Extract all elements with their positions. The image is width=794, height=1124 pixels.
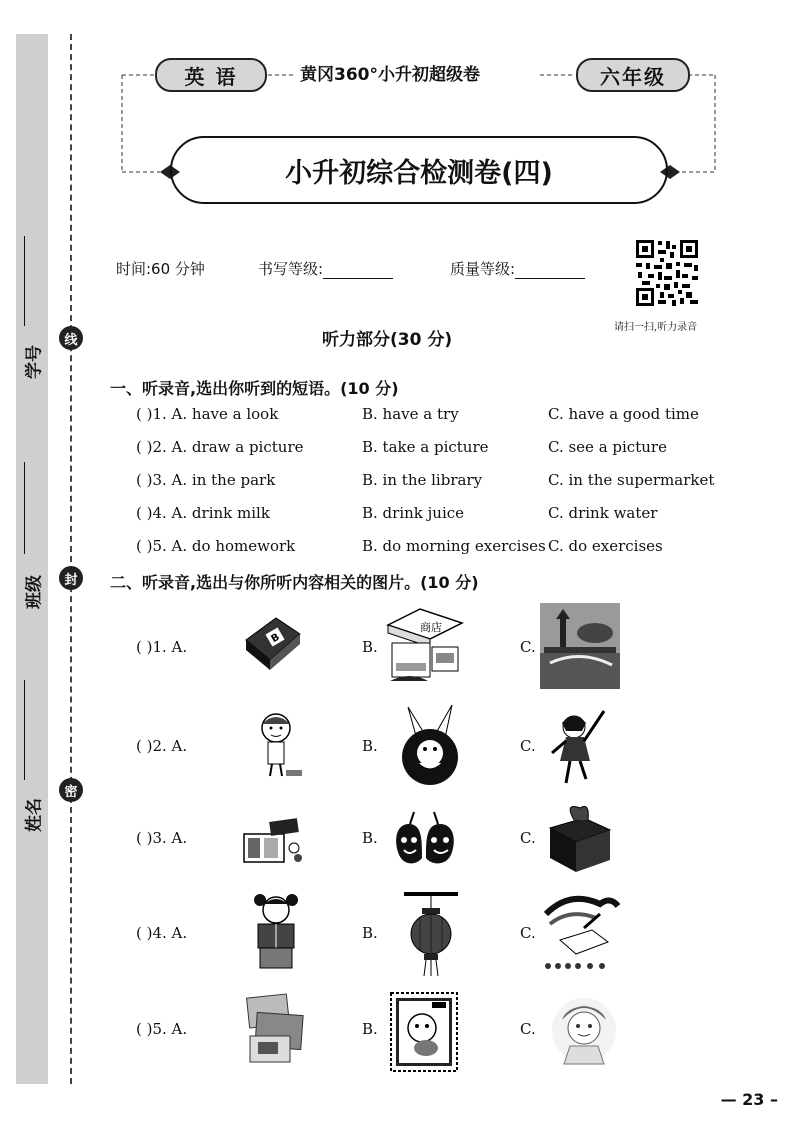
- shop-sign: 商店: [420, 621, 442, 634]
- seal-secret-icon: 密: [59, 778, 83, 802]
- writing-grade: [258, 258, 393, 279]
- class-label: 班级: [24, 575, 45, 609]
- q2-option-a: ( )2. A. draw a picture: [136, 438, 304, 456]
- park-photo: [540, 603, 620, 689]
- listening-heading: 听力部分(30 分): [322, 330, 453, 350]
- q3-option-b: B. in the library: [362, 471, 483, 489]
- q4-option-a: ( )4. A. drink milk: [136, 504, 270, 522]
- rabbit-icon: [394, 703, 464, 787]
- p2q3-b-label: B.: [362, 829, 378, 847]
- q3-option-c: C. in the supermarket: [548, 471, 715, 489]
- p2q2-b-label: B.: [362, 737, 378, 755]
- gift-box-icon: [544, 800, 616, 876]
- p2q1-c-label: C.: [520, 638, 536, 656]
- q5-option-c: C. do exercises: [548, 537, 663, 555]
- name-label: 姓名: [24, 798, 45, 832]
- shop-icon: [380, 603, 466, 687]
- stamp-icon: [390, 992, 458, 1072]
- p2q4-label: ( )4. A.: [136, 924, 188, 942]
- p2q2-label: ( )2. A.: [136, 737, 188, 755]
- dancing-girl-icon: [544, 703, 614, 791]
- girl-icon: [246, 708, 308, 782]
- seal-line-icon: 线: [59, 326, 83, 350]
- q2-option-c: C. see a picture: [548, 438, 667, 456]
- q1-option-a: ( )1. A. have a look: [136, 405, 279, 423]
- p2q2-c-label: C.: [520, 737, 536, 755]
- p2q5-b-label: B.: [362, 1020, 378, 1038]
- p2q5-c-label: C.: [520, 1020, 536, 1038]
- p2q3-label: ( )3. A.: [136, 829, 188, 847]
- part1-title: 一、听录音,选出你听到的短语。(10 分): [110, 379, 399, 398]
- drawing-picture-icon: [540, 890, 622, 974]
- qr-caption: 请扫一扫,听力录音: [614, 322, 698, 333]
- page-title: 小升初综合检测卷(四): [170, 136, 668, 204]
- quality-grade-blank: [515, 262, 585, 279]
- writing-grade-label: 书写等级:: [258, 260, 324, 278]
- postcards-photo: [246, 992, 306, 1066]
- quality-grade: [450, 258, 585, 279]
- q5-option-b: B. do morning exercises: [362, 537, 546, 555]
- subject-badge: 英 语: [155, 58, 267, 92]
- q1-option-c: C. have a good time: [548, 405, 699, 423]
- student-no-label: 学号: [24, 345, 45, 379]
- part2-title: 二、听录音,选出与你所听内容相关的图片。(10 分): [110, 573, 479, 592]
- q2-option-b: B. take a picture: [362, 438, 489, 456]
- page-number: — 23 –: [720, 1090, 778, 1109]
- q5-option-a: ( )5. A. do homework: [136, 537, 296, 555]
- lantern-icon: [404, 888, 458, 978]
- school-bag-icon: [240, 812, 306, 868]
- class-blank: [24, 462, 25, 554]
- q4-option-b: B. drink juice: [362, 504, 465, 522]
- time-label: 时间:60 分钟: [116, 260, 205, 278]
- apples-icon: [392, 810, 458, 870]
- q3-option-a: ( )3. A. in the park: [136, 471, 276, 489]
- grade-badge: 六年级: [576, 58, 690, 92]
- reading-girl-icon: [246, 890, 306, 972]
- quality-grade-label: 质量等级:: [450, 260, 516, 278]
- p2q4-b-label: B.: [362, 924, 378, 942]
- p2q1-b-label: B.: [362, 638, 378, 656]
- student-no-blank: [24, 236, 25, 326]
- p2q3-c-label: C.: [520, 829, 536, 847]
- cartoon-girl-icon: [546, 990, 622, 1070]
- svg-text:B: B: [269, 631, 282, 646]
- book-icon: [240, 610, 304, 674]
- qr-code-icon[interactable]: [634, 238, 700, 308]
- q4-option-c: C. drink water: [548, 504, 658, 522]
- p2q4-c-label: C.: [520, 924, 536, 942]
- series-title: 黄冈360°小升初超级卷: [300, 65, 480, 85]
- p2q1-label: ( )1. A.: [136, 638, 188, 656]
- writing-grade-blank: [323, 262, 393, 279]
- name-blank: [24, 680, 25, 780]
- p2q5-label: ( )5. A.: [136, 1020, 188, 1038]
- seal-seal-icon: 封: [59, 566, 83, 590]
- q1-option-b: B. have a try: [362, 405, 459, 423]
